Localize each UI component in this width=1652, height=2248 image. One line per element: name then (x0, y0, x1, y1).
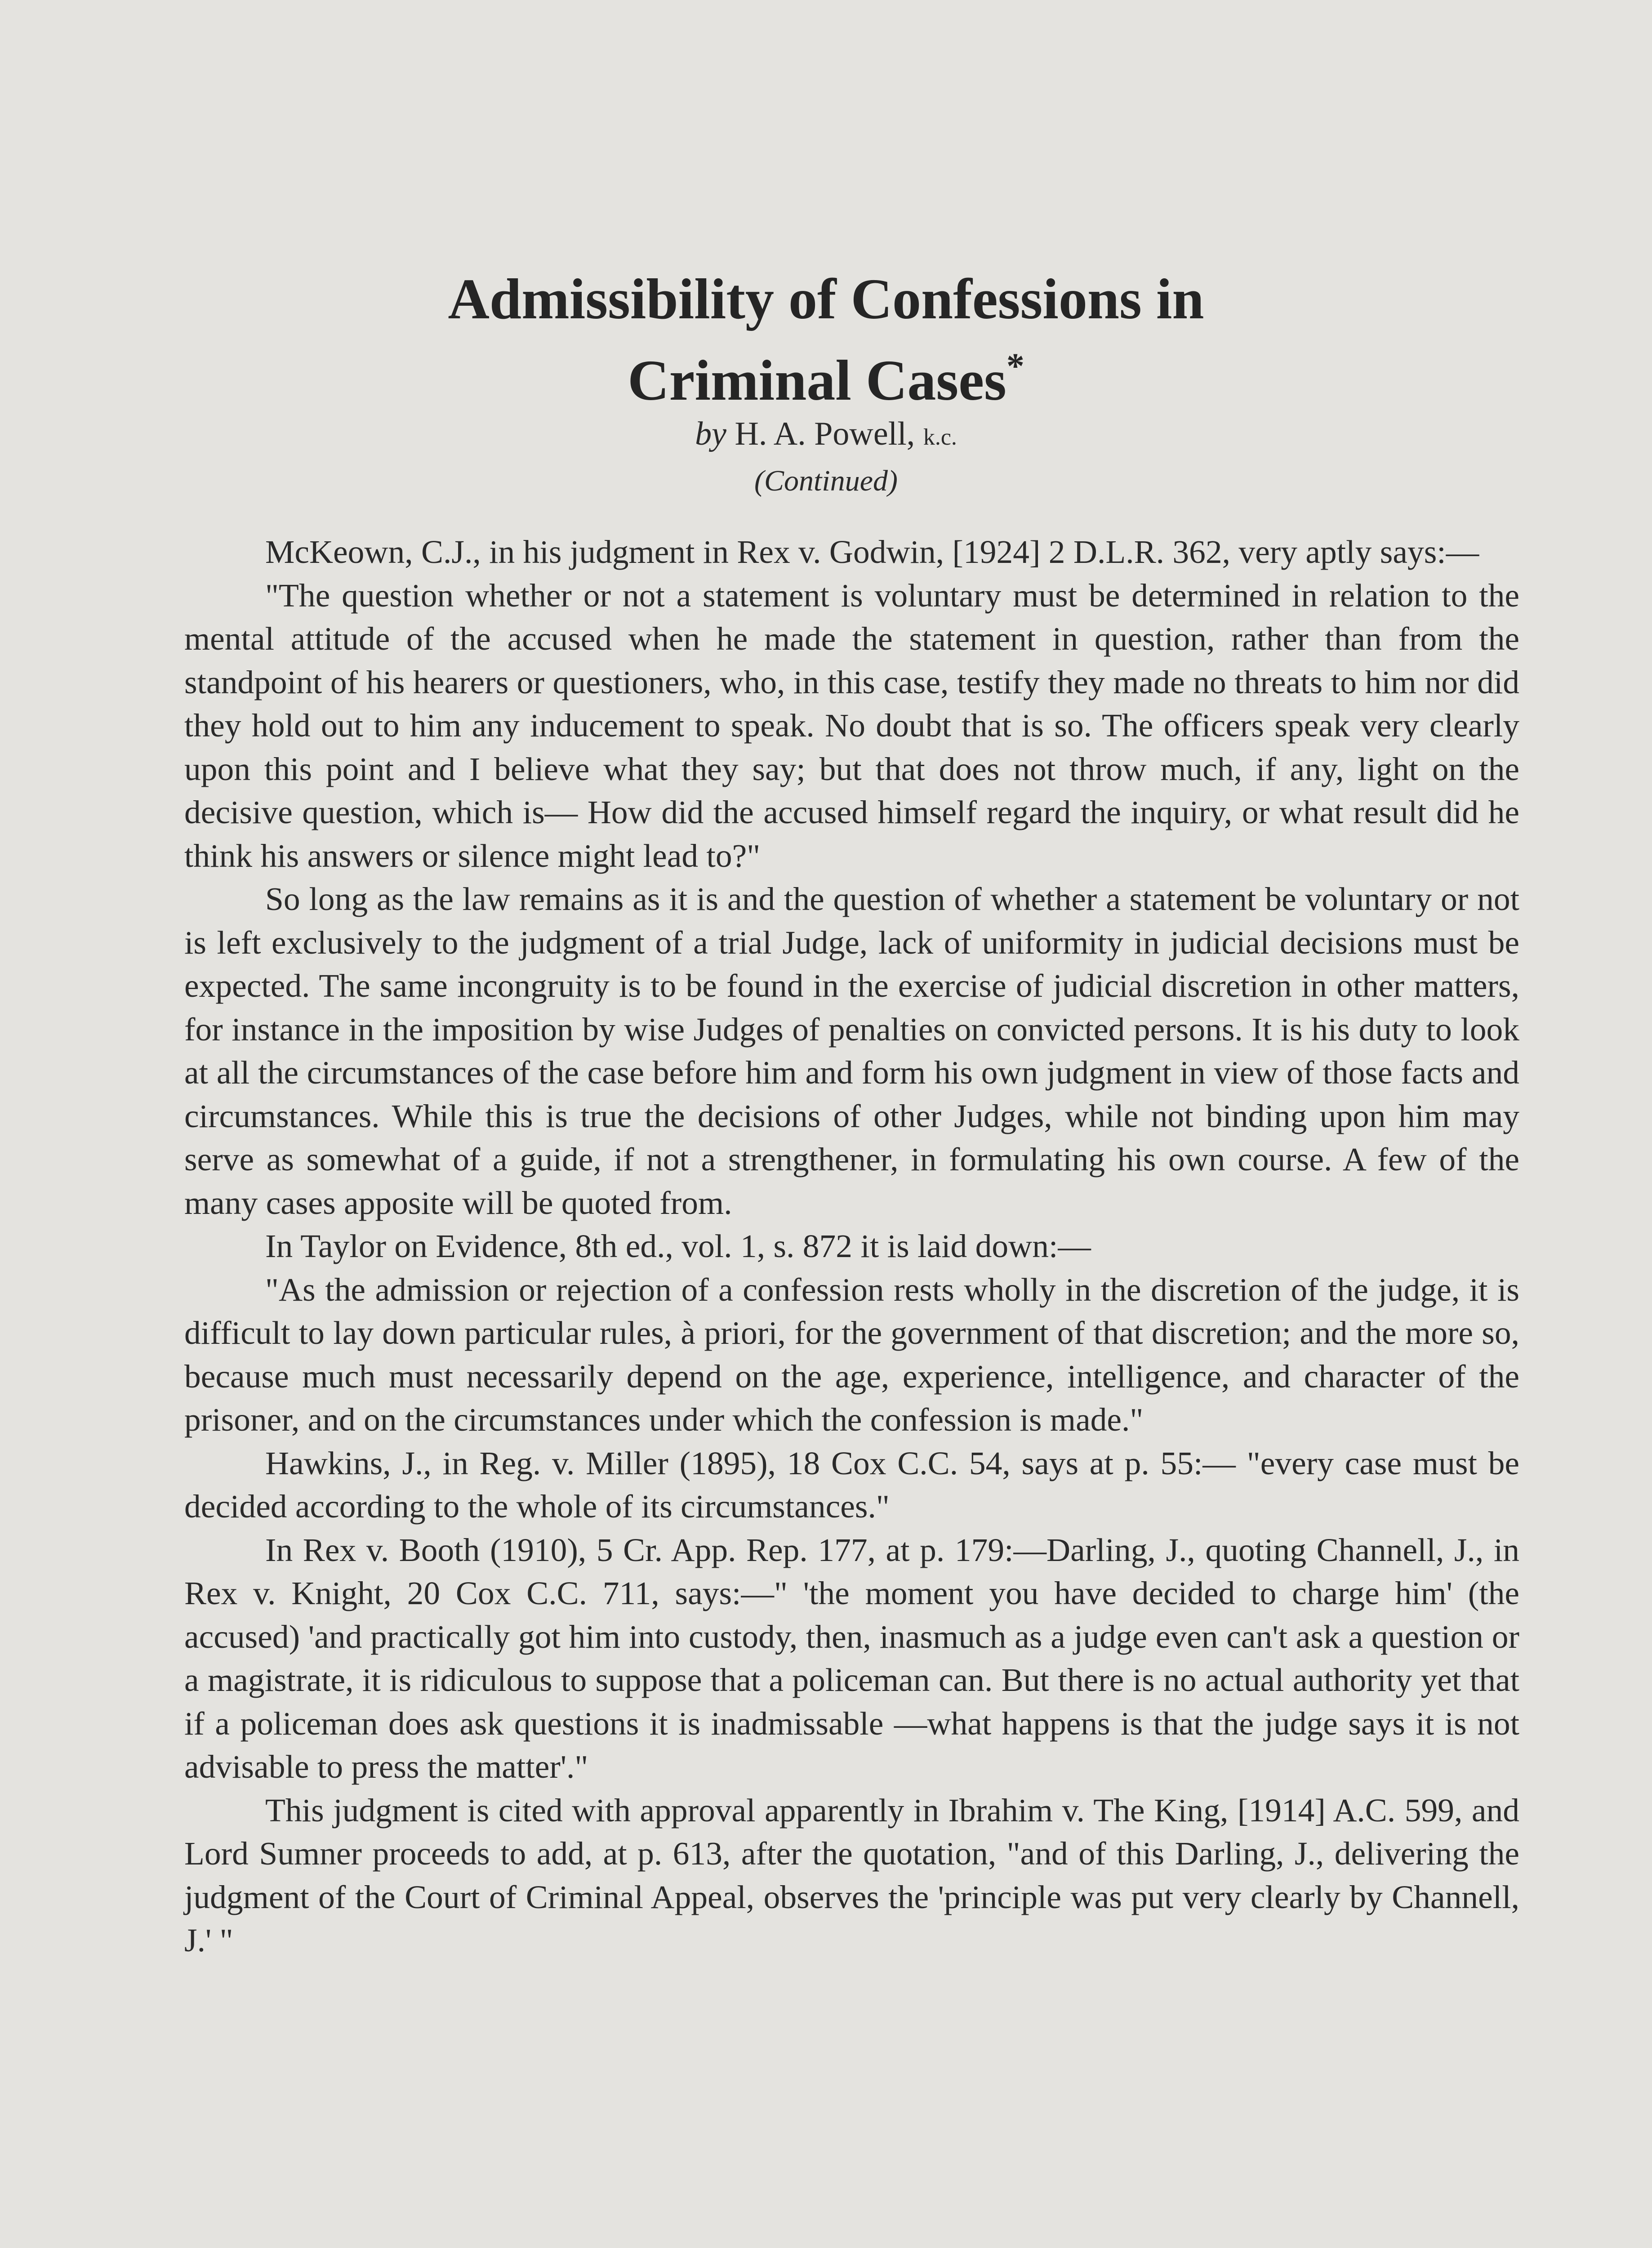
paragraph-5-quote: "As the admission or rejection of a confession rests wholly in the discretion of the judge, it is difficult to lay down particular rules, à priori, for the government of that discretion; and the more so, because much must necessarily depend on the age, experience, intelligence, and character of the prisoner, and on the circumstances under which the confession is made." (184, 1271, 1519, 1438)
continued-note: (Continued) (754, 464, 898, 497)
title-footnote-marker: * (1006, 347, 1024, 386)
author-suffix: k.c. (923, 424, 957, 450)
paragraph-8: This judgment is cited with approval apparently in Ibrahim v. The King, [1914] A.C. 599, and Lord Sumner proceeds to add, at p. 613, after the quotation, "and of this Darling, J., delivering the judgment of the Court of Criminal Appeal, observes the 'principle was put very clearly by Channell, J.' " (184, 1792, 1519, 1958)
paragraph-2-quote: "The question whether or not a statement is voluntary must be determined in relation to the mental attitude of the accused when he made the statement in question, rather than from the standpoint of his hearers or questioners, who, in this case, testify they made no threats to him nor did they hold out to him any inducement to speak. No doubt that is so. The officers speak very clearly upon this point and I believe what they say; but that does not throw much, if any, light on the decisive question, which is— How did the accused himself regard the inquiry, or what result did he think his answers or silence might lead to?" (184, 577, 1519, 874)
paragraph-3: So long as the law remains as it is and the question of whether a statement be voluntary or not is left exclusively to the judgment of a trial Judge, lack of uniformity in judicial decisions must be expected. The same incongruity is to be found in the exercise of judicial discretion in other matters, for instance in the imposition by wise Judges of penalties on convicted persons. It is his duty to look at all the circumstances of the case before him and form his own judgment in view of those facts and circumstances. While this is true the decisions of other Judges, while not binding upon him may serve as somewhat of a guide, if not a strengthener, in formulating his own course. A few of the many cases apposite will be quoted from. (184, 881, 1519, 1221)
article-body (184, 531, 1519, 1963)
title-line-1: Admissibility of Confessions in (448, 267, 1204, 331)
byline-by: by (695, 415, 726, 452)
title-line-2: Criminal Cases (628, 348, 1006, 412)
paragraph-7: In Rex v. Booth (1910), 5 Cr. App. Rep. 177, at p. 179:—Darling, J., quoting Channell, J., in Rex v. Knight, 20 Cox C.C. 711, says:—" 'the moment you have decided to charge him' (the accused) 'and practically got him into custody, then, inasmuch as a judge even can't ask a question or a magistrate, it is ridiculous to suppose that a policeman can. But there is no actual authority yet that if a policeman does ask questions it is inadmissable —what happens is that the judge says it is not advisable to press the matter'." (184, 1531, 1519, 1785)
author-name: H. A. Powell, (735, 415, 915, 452)
byline (0, 414, 1652, 458)
paragraph-6: Hawkins, J., in Reg. v. Miller (1895), 18 Cox C.C. 54, says at p. 55:— "every case must be decided according to the whole of its circumstances." (184, 1445, 1519, 1525)
article-title (0, 265, 1652, 414)
paragraph-4: In Taylor on Evidence, 8th ed., vol. 1, s. 872 it is laid down:— (265, 1228, 1091, 1264)
paragraph-1: McKeown, C.J., in his judgment in Rex v. Godwin, [1924] 2 D.L.R. 362, very aptly says:— (265, 534, 1479, 570)
